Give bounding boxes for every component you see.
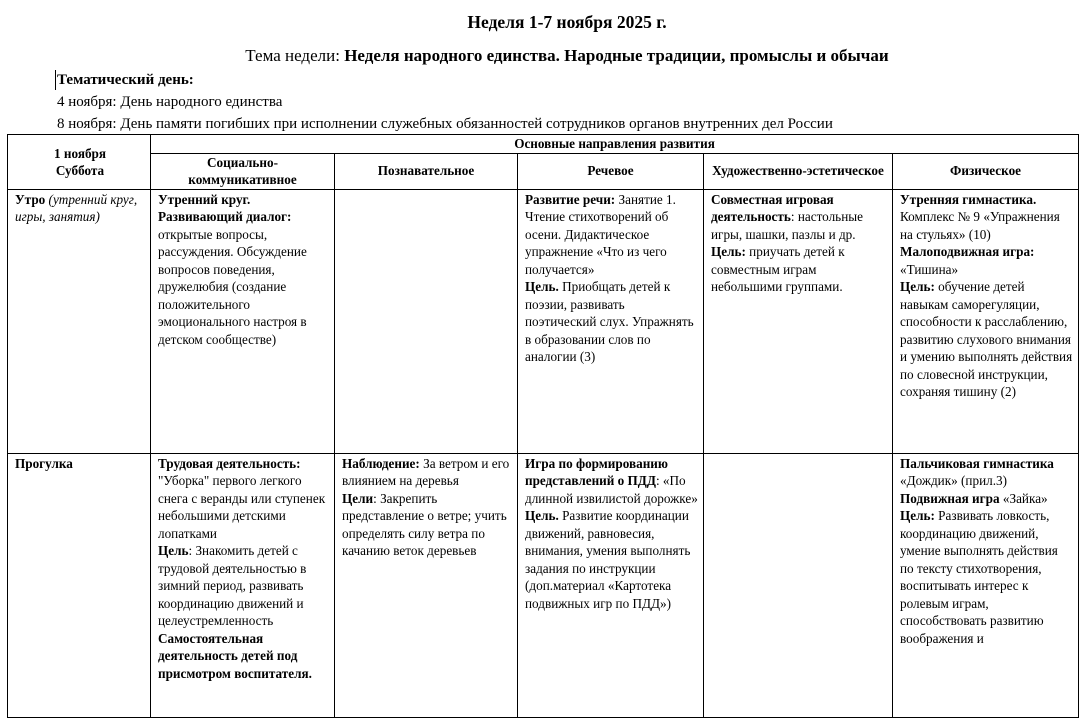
text: «Тишина»: [900, 261, 959, 277]
text: "Уборка" первого легкого снега с веранды или ступенек небольшими детскими лопатками: [158, 473, 326, 541]
thematic-day-item: 8 ноября: День памяти погибших при исполнении служебных обязанностей сотрудников органов внутренних дел России: [57, 116, 833, 132]
text: Приобщать детей к поэзии, развивать поэтический слух. Упражнять в образовании слов по аналогии (3): [525, 279, 694, 364]
heading: Утренний круг.: [158, 191, 251, 207]
text: : «По длинной извилистой дорожке»: [525, 473, 698, 506]
theme-prefix: Тема недели:: [245, 46, 345, 65]
cell-walk-physical: [893, 453, 1079, 717]
day-date: 1 ноября: [53, 145, 107, 161]
heading: Трудовая деятельность:: [158, 455, 301, 471]
heading: Пальчиковая гимнастика: [900, 455, 1054, 471]
cell-walk-speech: [518, 453, 704, 717]
text: За ветром и его влиянием на деревья: [342, 455, 510, 488]
plan-table: [7, 134, 1079, 718]
text: обучение детей навыкам саморегуляции, способности к расслаблению, развитию слухового внимания и умению выполнять действия по словесной инструкции, сохраняя тишину (2): [900, 279, 1073, 399]
page-title: Неделя 1-7 ноября 2025 г.: [467, 12, 667, 32]
text: Развивать ловкость, координацию движений, умение выполнять действия по тексту стихотворения, воспитывать интерес к ролевым играм, способствовать развитию воображения и: [900, 508, 1058, 646]
heading: Наблюдение:: [342, 455, 420, 471]
walk-label: Прогулка: [15, 455, 73, 471]
text: открытые вопросы, рассуждения. Обсуждение вопросов поведения, дружелюбия (создание положительного эмоционального настроя в детском сообществе): [158, 226, 307, 347]
text-cursor: [55, 70, 56, 90]
column-header-cognitive: Познавательное: [335, 153, 518, 189]
text: «Дождик» (прил.3): [900, 473, 1007, 488]
cell-morning-speech: [518, 189, 704, 453]
theme-value: Неделя народного единства. Народные традиции, промыслы и обычаи: [344, 46, 889, 65]
heading: Цель.: [525, 279, 559, 294]
cell-walk-social: [151, 453, 335, 717]
text: : настольные игры, шашки, пазлы и др.: [711, 209, 863, 242]
heading: Развитие речи:: [525, 191, 616, 207]
cell-morning-art: [704, 189, 893, 453]
heading: Цель:: [711, 244, 746, 259]
thematic-day-item: 4 ноября: День народного единства: [57, 94, 283, 110]
heading: Малоподвижная игра:: [900, 244, 1035, 259]
cell-morning-cognitive: [335, 189, 518, 453]
text: : Знакомить детей с трудовой деятельностью в зимний период, развивать координацию движений и целеустремленность: [158, 543, 307, 628]
day-header-cell: [8, 135, 151, 190]
text: приучать детей к совместным играм небольшими группами.: [711, 244, 845, 294]
cell-walk-cognitive: [335, 453, 518, 717]
week-theme: [0, 46, 1088, 66]
row-label-morning: [8, 189, 151, 453]
cell-walk-art: [704, 453, 893, 717]
main-directions-header: Основные направления развития: [151, 135, 1079, 154]
heading: Цель:: [900, 279, 935, 294]
morning-label: Утро: [15, 191, 46, 207]
heading: Развивающий диалог:: [158, 209, 292, 224]
text: Занятие 1. Чтение стихотворений об осени. Дидактическое упражнение «Что из чего получается»: [525, 191, 676, 277]
text: Развитие координации движений, равновесия, внимания, умения выполнять задания по инструкции (доп.материал «Картотека подвижных игр по ПДД»): [525, 508, 691, 611]
text: «Зайка»: [999, 490, 1048, 506]
heading: Цели: [342, 490, 374, 506]
heading: Совместная игровая деятельность: [711, 191, 834, 224]
morning-label-note: (утренний круг, игры, занятия): [15, 191, 138, 224]
row-label-walk: [8, 453, 151, 717]
heading: Самостоятельная деятельность детей под присмотром воспитателя.: [158, 630, 312, 681]
heading: Цель:: [900, 508, 935, 523]
cell-morning-physical: [893, 189, 1079, 453]
column-header-speech: Речевое: [518, 153, 704, 189]
text: Комплекс № 9 «Упражнения на стульях» (10): [900, 209, 1060, 242]
heading: Подвижная игра: [900, 490, 1000, 506]
column-header-art: Художественно-эстетическое: [704, 153, 893, 189]
cell-morning-social: [151, 189, 335, 453]
heading: Цель.: [525, 508, 559, 523]
text: : Закрепить представление о ветре; учить определять силу ветра по качанию веток деревьев: [342, 490, 507, 558]
column-header-social: Социально-коммуникативное: [151, 153, 335, 189]
column-header-physical: Физическое: [893, 153, 1079, 189]
heading: Цель: [158, 543, 189, 558]
thematic-day-label: Тематический день:: [57, 72, 194, 88]
heading: Игра по формированию представлений о ПДД: [525, 455, 668, 488]
day-weekday: Суббота: [55, 163, 105, 179]
heading: Утренняя гимнастика.: [900, 191, 1037, 207]
